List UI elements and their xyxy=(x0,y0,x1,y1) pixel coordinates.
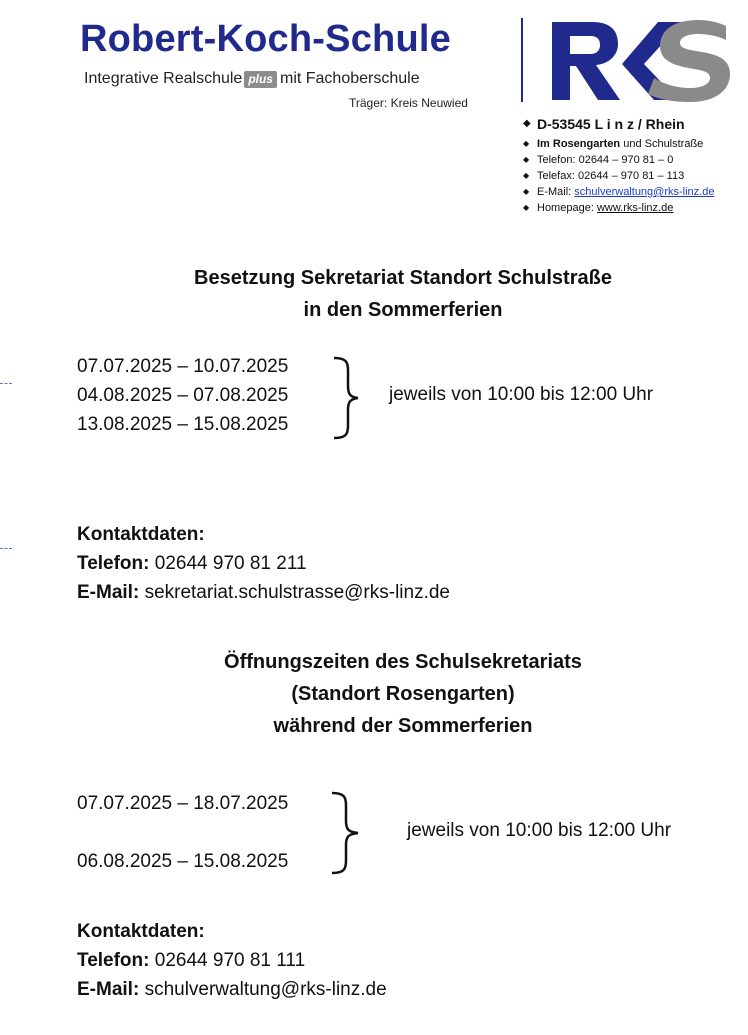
phone-label: Telefon: xyxy=(77,553,150,574)
address-block xyxy=(523,116,714,216)
email-label: E-Mail: xyxy=(77,582,140,603)
rks-logo-graphic xyxy=(548,18,730,104)
diamond-bullet-icon: ◆ xyxy=(523,187,530,196)
address-street-bold: Im Rosengarten xyxy=(537,138,621,150)
subtitle-part1: Integrative Realschule xyxy=(84,70,243,87)
school-name: Robert-Koch-Schule xyxy=(80,18,451,60)
contact-heading: Kontaktdaten: xyxy=(77,524,205,545)
curly-brace-icon xyxy=(330,356,370,440)
margin-mark xyxy=(0,383,12,384)
address-city-row xyxy=(523,116,714,132)
date-range: 07.07.2025 – 10.07.2025 xyxy=(77,356,289,377)
school-subtitle xyxy=(84,70,420,88)
address-street-rest: und Schulstraße xyxy=(623,138,704,150)
address-email-link[interactable]: schulverwaltung@rks-linz.de xyxy=(574,186,715,198)
diamond-bullet-icon: ◆ xyxy=(523,155,530,164)
curly-brace-icon xyxy=(328,791,370,875)
phone-label: Telefon: xyxy=(77,950,150,971)
section1-title-line1: Besetzung Sekretariat Standort Schulstraße xyxy=(194,267,612,289)
section1-dates xyxy=(77,352,288,439)
contact-heading: Kontaktdaten: xyxy=(77,921,205,942)
address-city: D-53545 L i n z / Rhein xyxy=(537,116,685,132)
email-value: schulverwaltung@rks-linz.de xyxy=(144,979,387,1000)
address-phone-row xyxy=(523,152,714,168)
section2-title-line2: (Standort Rosengarten) xyxy=(291,683,515,705)
email-value: sekretariat.schulstrasse@rks-linz.de xyxy=(144,582,451,603)
address-homepage-link[interactable]: www.rks-linz.de xyxy=(596,202,674,214)
section2-title-line1: Öffnungszeiten des Schulsekretariats xyxy=(224,651,582,673)
address-fax-row xyxy=(523,168,714,184)
diamond-bullet-icon: ◆ xyxy=(523,203,530,212)
phone-value: 02644 970 81 111 xyxy=(154,950,306,971)
address-email-row xyxy=(523,184,714,200)
section1-title xyxy=(0,262,748,326)
section1-title-line2: in den Sommerferien xyxy=(303,299,503,321)
section2-title-line3: während der Sommerferien xyxy=(273,715,533,737)
address-phone: Telefon: 02644 – 970 81 – 0 xyxy=(537,154,674,166)
margin-mark xyxy=(0,548,12,549)
plus-badge: plus xyxy=(244,71,277,88)
address-homepage-row xyxy=(523,200,714,216)
logo-divider xyxy=(521,18,523,102)
date-range: 04.08.2025 – 07.08.2025 xyxy=(77,385,289,406)
section2-contact xyxy=(77,917,387,1004)
section2-hours: jeweils von 10:00 bis 12:00 Uhr xyxy=(407,820,672,841)
address-street-row xyxy=(523,136,714,152)
diamond-bullet-icon: ◆ xyxy=(523,171,530,180)
address-email-label: E-Mail: xyxy=(537,186,572,198)
section1-contact xyxy=(77,520,450,607)
phone-value: 02644 970 81 211 xyxy=(154,553,307,574)
diamond-bullet-icon: ◆ xyxy=(523,139,530,148)
date-range: 13.08.2025 – 15.08.2025 xyxy=(77,414,289,435)
email-label: E-Mail: xyxy=(77,979,140,1000)
diamond-bullet-icon: ◆ xyxy=(523,118,531,129)
rks-logo xyxy=(548,18,730,109)
section2-date-2: 06.08.2025 – 15.08.2025 xyxy=(77,851,289,872)
section2-title xyxy=(0,646,748,742)
subtitle-part2: mit Fachoberschule xyxy=(279,70,420,87)
address-homepage-label: Homepage: xyxy=(537,202,594,214)
section2-date-1: 07.07.2025 – 18.07.2025 xyxy=(77,793,289,814)
traeger-label: Träger: Kreis Neuwied xyxy=(349,96,468,110)
section1-hours: jeweils von 10:00 bis 12:00 Uhr xyxy=(389,384,654,405)
address-fax: Telefax: 02644 – 970 81 – 113 xyxy=(537,170,685,182)
